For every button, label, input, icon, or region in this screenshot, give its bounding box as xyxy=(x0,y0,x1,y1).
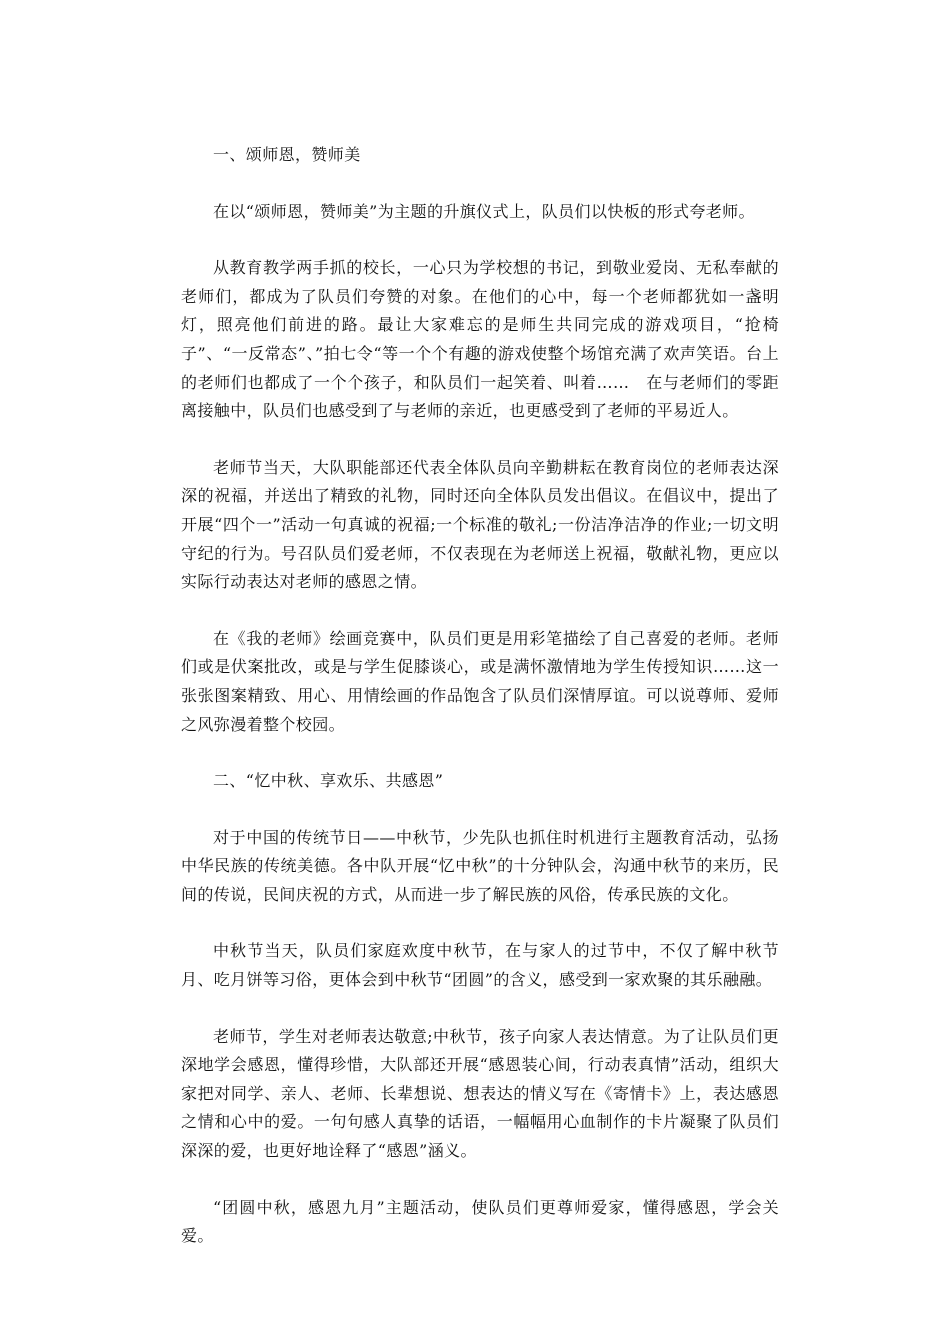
paragraph-mid-autumn-day: 中秋节当天，队员们家庭欢度中秋节，在与家人的过节中，不仅了解中秋节月、吃月饼等习俗，更体会到中秋节“团圆”的含义，感受到一家欢聚的其乐融融。 xyxy=(181,941,779,990)
section-heading-2: 二、“忆中秋、享欢乐、共感恩” xyxy=(213,771,444,791)
document-page xyxy=(181,141,779,1279)
paragraph-drawing-contest: 在《我的老师》绘画竞赛中，队员们更是用彩笔描绘了自己喜爱的老师。老师们或是伏案批改，或是与学生促膝谈心，或是满怀激情地为学生传授知识……这一张张图案精致、用心、用情绘画的作品饱含了队员们深情厚谊。可以说尊师、爱师之风弥漫着整个校园。 xyxy=(181,628,779,734)
paragraph-mid-autumn-intro: 对于中国的传统节日——中秋节，少先队也抓住时机进行主题教育活动，弘扬中华民族的传统美德。各中队开展“忆中秋”的十分钟队会，沟通中秋节的来历，民间的传说，民间庆祝的方式，从而进一步了解民族的风俗，传承民族的文化。 xyxy=(181,827,779,904)
paragraph-gratitude-activity: 老师节，学生对老师表达敬意;中秋节，孩子向家人表达情意。为了让队员们更深地学会感恩，懂得珍惜，大队部还开展“感恩装心间，行动表真情”活动，组织大家把对同学、亲人、老师、长辈想说、想表达的情义写在《寄情卡》上，表达感恩之情和心中的爱。一句句感人真挚的话语，一幅幅用心血制作的卡片凝聚了队员们深深的爱，也更好地诠释了“感恩”涵义。 xyxy=(181,1026,779,1161)
paragraph-teachers-day: 老师节当天，大队职能部还代表全体队员向辛勤耕耘在教育岗位的老师表达深深的祝福，并送出了精致的礼物，同时还向全体队员发出倡议。在倡议中，提出了开展“四个一”活动一句真诚的祝福;一个标准的敬礼;一份洁净洁净的作业;一切文明守纪的行为。号召队员们爱老师，不仅表现在为老师送上祝福，敬献礼物，更应以实际行动表达对老师的感恩之情。 xyxy=(181,457,779,592)
section-heading-1: 一、颂师恩，赞师美 xyxy=(213,145,361,164)
paragraph-teachers-praise: 从教育教学两手抓的校长，一心只为学校想的书记，到敬业爱岗、无私奉献的老师们，都成为了队员们夸赞的对象。在他们的心中，每一个老师都犹如一盏明灯，照亮他们前进的路。最让大家难忘的是师生共同完成的游戏项目，“抢椅子”、“一反常态”、”拍七令“等一个个有趣的游戏使整个场馆充满了欢声笑语。台上的老师们也都成了一个个孩子，和队员们一起笑着、叫着…… 在与老师们的零距离接触中，队员们也感受到了与老师的亲近，也更感受到了老师的平易近人。 xyxy=(181,258,779,421)
paragraph-flag-ceremony: 在以“颂师恩，赞师美”为主题的升旗仪式上，队员们以快板的形式夸老师。 xyxy=(213,201,755,221)
paragraph-conclusion: “团圆中秋，感恩九月”主题活动，使队员们更尊师爱家，懂得感恩，学会关爱。 xyxy=(181,1197,779,1246)
